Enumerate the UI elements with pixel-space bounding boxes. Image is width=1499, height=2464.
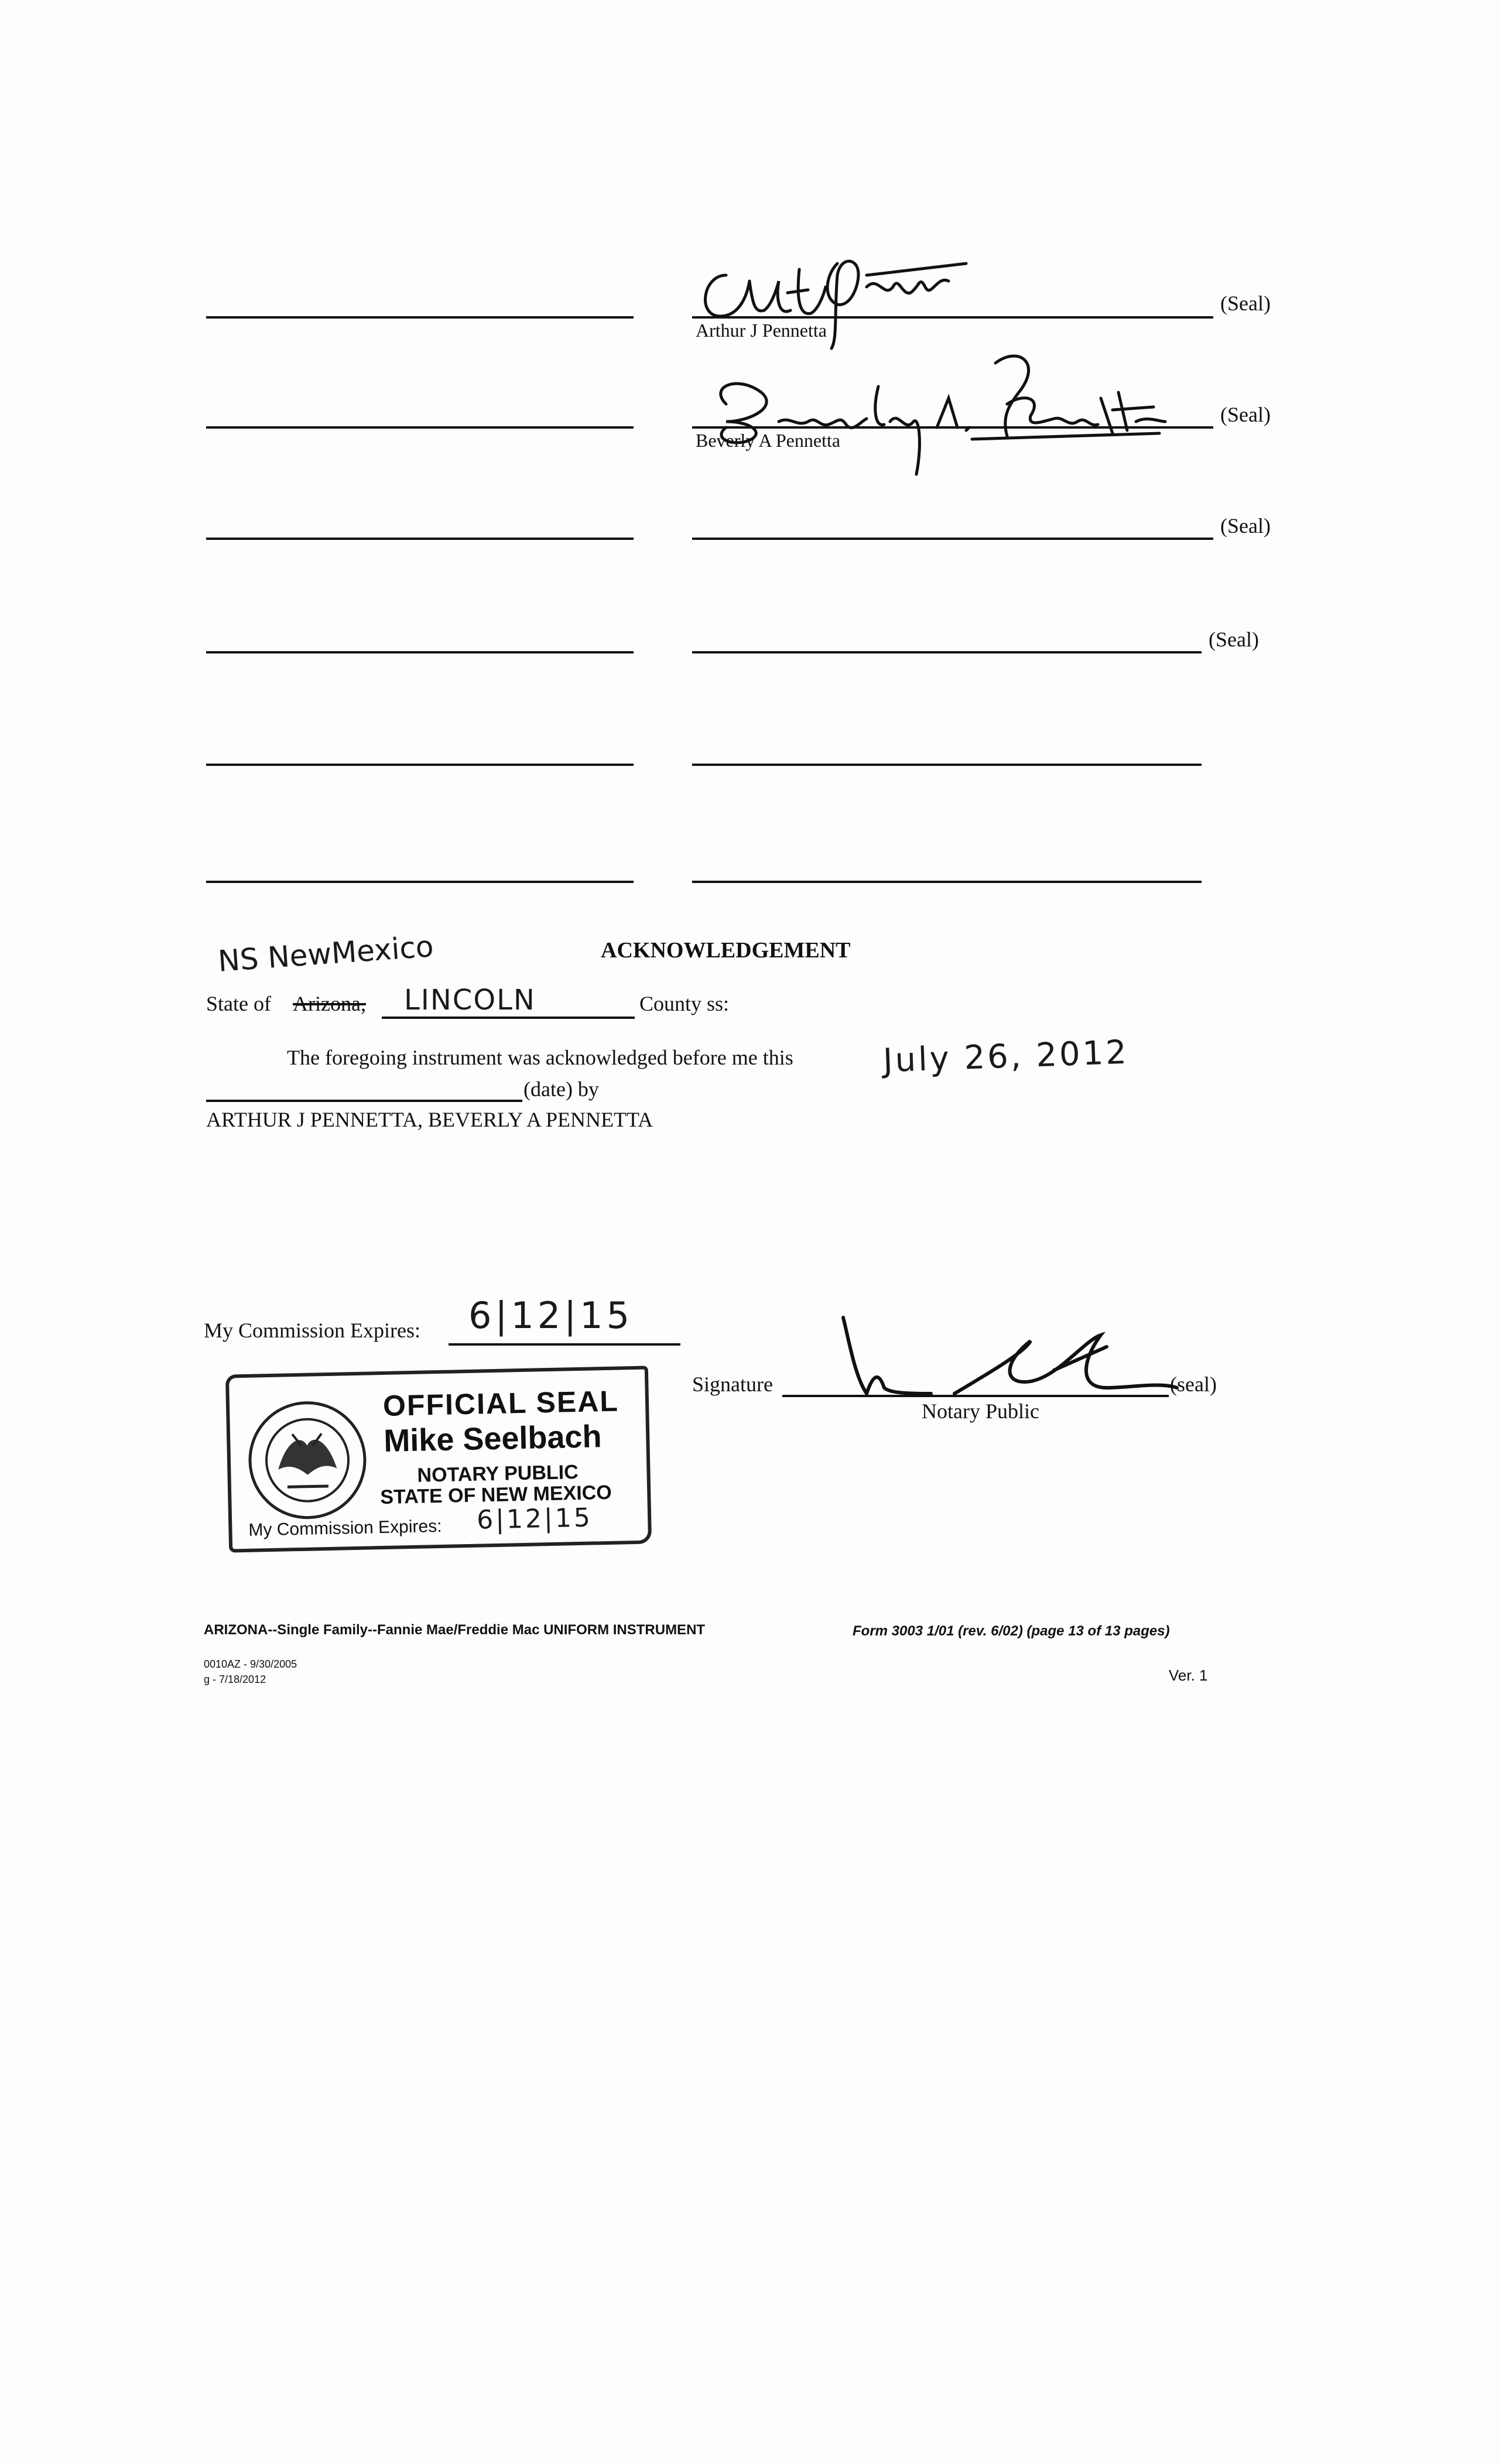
footer-instrument: ARIZONA--Single Family--Fannie Mae/Freddie Mac UNIFORM INSTRUMENT [204, 1622, 706, 1638]
footer-code-2: g - 7/18/2012 [204, 1674, 266, 1685]
handwritten-date: July 26, 2012 [882, 1033, 1130, 1080]
county-line [382, 1017, 635, 1019]
notary-public-label: Notary Public [922, 1399, 1039, 1423]
signature-beverly [691, 334, 1171, 486]
signer-name-1: Arthur J Pennetta [696, 320, 827, 341]
footer-version: Ver. 1 [1169, 1666, 1208, 1684]
county-label: County ss: [639, 992, 730, 1015]
commission-label: My Commission Expires: [204, 1319, 421, 1342]
state-seal-emblem [245, 1398, 370, 1523]
seal-label-3: (Seal) [1220, 514, 1271, 538]
witness-line-1 [206, 316, 634, 319]
witness-line-4 [206, 651, 634, 653]
seal-label-4: (Seal) [1209, 628, 1259, 651]
acknowledgement-title: ACKNOWLEDGEMENT [601, 938, 851, 963]
date-line [206, 1100, 522, 1102]
stamp-line-official-seal: OFFICIAL SEAL [382, 1384, 620, 1422]
signer-line-5 [692, 764, 1202, 766]
footer-code-1: 0010AZ - 9/30/2005 [204, 1658, 297, 1670]
seal-label-2: (Seal) [1220, 403, 1271, 426]
stamp-line-notary-public: NOTARY PUBLIC [417, 1461, 579, 1487]
signer-line-4 [692, 651, 1202, 653]
handwritten-county: LINCOLN [404, 984, 536, 1017]
foregoing-text: The foregoing instrument was acknowledged before me this [287, 1046, 793, 1069]
stamp-line-name: Mike Seelbach [383, 1419, 603, 1459]
acknowledged-names: ARTHUR J PENNETTA, BEVERLY A PENNETTA [206, 1108, 653, 1131]
witness-line-5 [206, 764, 634, 766]
notary-signature [831, 1306, 1183, 1405]
signer-line-6 [692, 881, 1202, 883]
commission-line [449, 1343, 680, 1346]
footer-form-number: Form 3003 1/01 (rev. 6/02) (page 13 of 13 pages) [853, 1623, 1170, 1639]
struck-state: Arizona, [293, 992, 366, 1015]
signer-line-3 [692, 538, 1213, 540]
date-by-label: (date) by [523, 1077, 599, 1101]
stamp-expires-label: My Commission Expires: [248, 1516, 442, 1540]
notary-seal-label: (seal) [1170, 1373, 1217, 1396]
signature-label: Signature [692, 1373, 773, 1396]
witness-line-2 [206, 426, 634, 429]
state-of-label: State of [206, 992, 271, 1015]
stamp-line-state: STATE OF NEW MEXICO [379, 1481, 612, 1509]
witness-line-3 [206, 538, 634, 540]
official-seal-stamp [225, 1366, 652, 1552]
witness-line-6 [206, 881, 634, 883]
signer-name-2: Beverly A Pennetta [696, 430, 841, 451]
stamp-expires-value: 6|12|15 [476, 1503, 593, 1535]
handwritten-state: NS NewMexico [217, 929, 435, 978]
seal-label-1: (Seal) [1220, 292, 1271, 315]
handwritten-commission: 6|12|15 [468, 1294, 634, 1337]
